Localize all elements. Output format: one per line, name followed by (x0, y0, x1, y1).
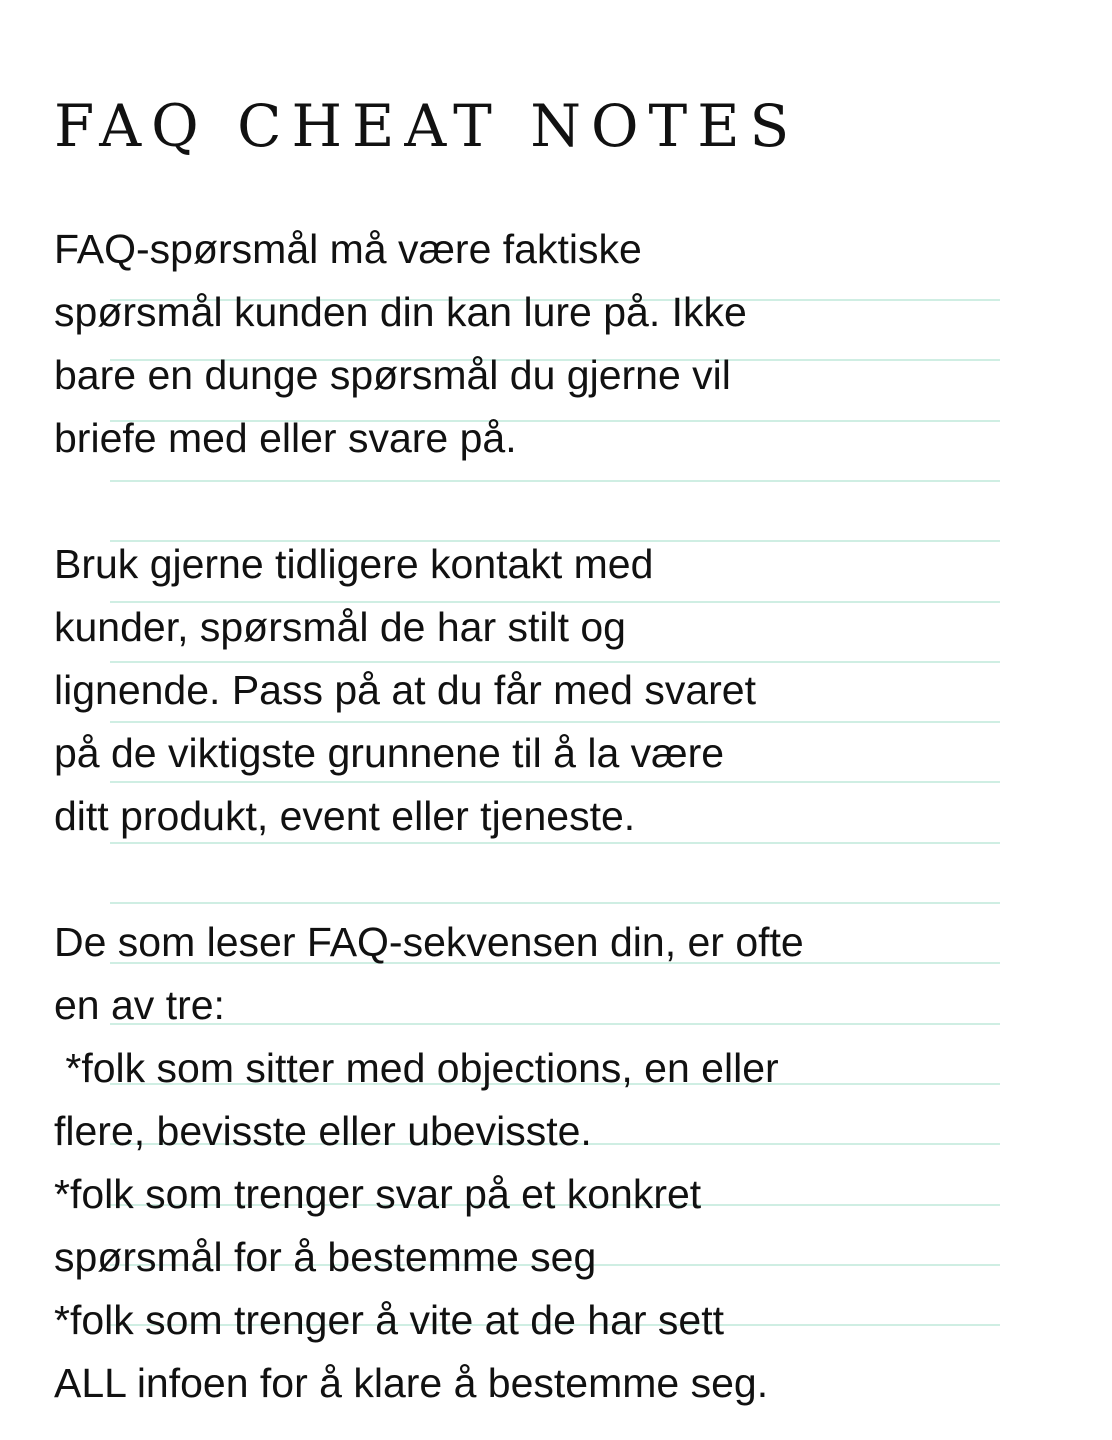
text-line: Bruk gjerne tidligere kontakt med (54, 541, 654, 587)
text-line: en av tre: (54, 982, 225, 1028)
text-line: på de viktigste grunnene til å la være (54, 730, 725, 776)
text-line: briefe med eller svare på. (54, 415, 517, 461)
text-line: *folk som trenger å vite at de har sett (54, 1297, 724, 1343)
text-line: flere, bevisste eller ubevisste. (54, 1108, 592, 1154)
text-line: bare en dunge spørsmål du gjerne vil (54, 352, 731, 398)
text-line: spørsmål kunden din kan lure på. Ikke (54, 289, 747, 335)
page-title: FAQ CHEAT NOTES (54, 92, 800, 160)
text-line: *folk som sitter med objections, en eller (54, 1045, 779, 1091)
text-line: ditt produkt, event eller tjeneste. (54, 793, 636, 839)
paragraph-gap (54, 470, 1064, 533)
paragraph-gap (54, 848, 1064, 911)
body-text (54, 218, 1064, 1415)
text-line: spørsmål for å bestemme seg (54, 1234, 597, 1280)
paragraph-1 (54, 218, 1064, 470)
text-line: FAQ-spørsmål må være faktiske (54, 226, 642, 272)
paragraph-2 (54, 533, 1064, 848)
text-line: kunder, spørsmål de har stilt og (54, 604, 626, 650)
text-line: ALL infoen for å klare å bestemme seg. (54, 1360, 769, 1406)
text-line: lignende. Pass på at du får med svaret (54, 667, 756, 713)
paragraph-3 (54, 911, 1064, 1415)
text-line: *folk som trenger svar på et konkret (54, 1171, 702, 1217)
text-line: De som leser FAQ-sekvensen din, er ofte (54, 919, 804, 965)
